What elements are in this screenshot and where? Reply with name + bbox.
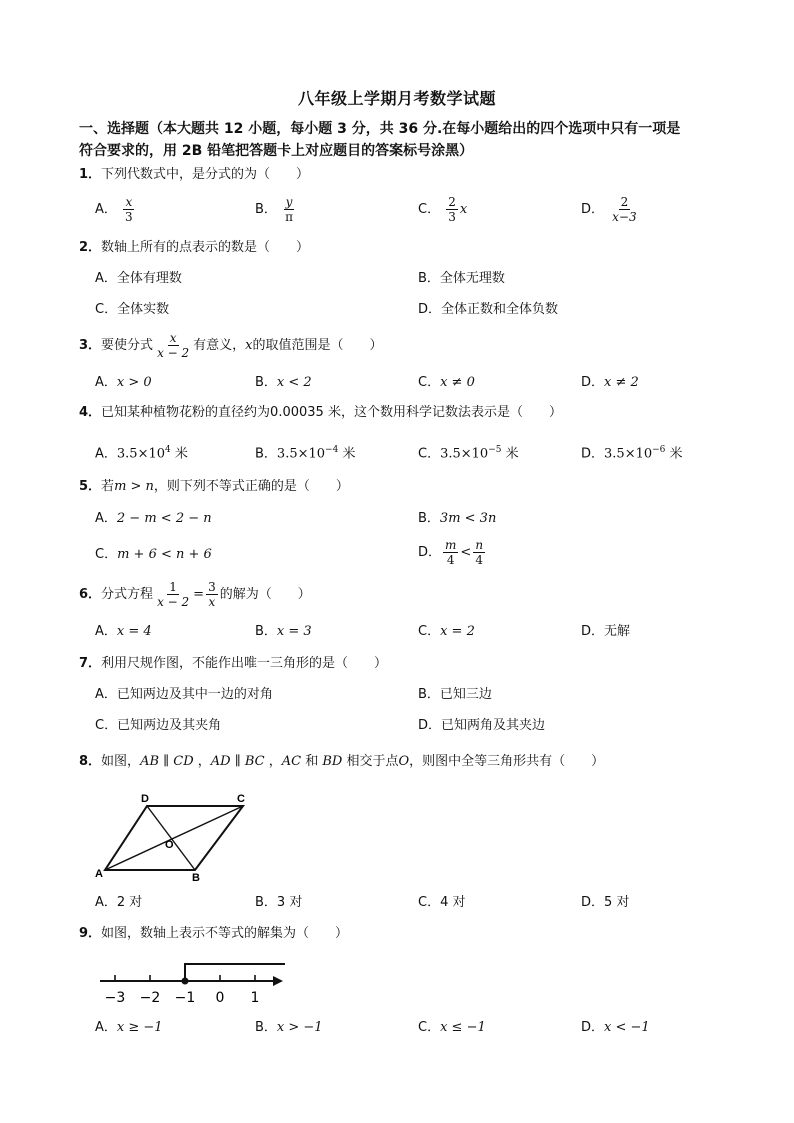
q9-option-c[interactable] <box>418 1019 486 1037</box>
option-label: D． <box>418 545 442 560</box>
q5-option-a[interactable] <box>95 510 212 528</box>
q8-option-c[interactable]: C．4 对 <box>418 895 466 910</box>
question-4 <box>79 404 562 422</box>
exponent: −4 <box>325 445 339 455</box>
tick-label: 0 <box>215 990 225 1006</box>
question-text: 下列代数式中，是分式的为（ ） <box>101 167 310 182</box>
solution-ray <box>185 964 285 981</box>
q5-option-c[interactable] <box>95 546 212 564</box>
q3-option-d[interactable] <box>581 374 639 392</box>
question-number: 3． <box>79 338 102 353</box>
numerator: n <box>475 538 484 552</box>
tick-label: −1 <box>174 990 196 1006</box>
unit: 米 <box>501 446 519 462</box>
exponent: −5 <box>488 445 502 455</box>
q1-option-c[interactable] <box>418 195 467 224</box>
numerator: x <box>125 195 133 209</box>
condition-math: m > n <box>114 479 154 494</box>
section-heading <box>79 118 759 162</box>
unit: 米 <box>170 446 188 462</box>
question-8 <box>79 753 604 771</box>
label-a: A <box>95 868 103 880</box>
numerator: m <box>445 538 457 552</box>
q6-option-d[interactable]: D．无解 <box>581 624 631 639</box>
page-title: 八年级上学期月考数学试题 <box>297 89 496 108</box>
question-text: 的解为（ ） <box>219 587 311 602</box>
option-label: D． <box>581 446 605 462</box>
option-label: B． <box>255 446 277 462</box>
option-label: B． <box>255 375 277 390</box>
question-7 <box>79 655 387 673</box>
question-1 <box>79 166 309 184</box>
question-5 <box>79 478 349 496</box>
option-label: C． <box>418 624 441 639</box>
tick-labels <box>105 990 260 1006</box>
unit: 米 <box>665 446 683 462</box>
option-label: A． <box>95 375 117 390</box>
q4-option-c[interactable] <box>418 441 519 463</box>
q6-option-c[interactable] <box>418 623 475 641</box>
question-text: 数轴上所有的点表示的数是（ ） <box>101 240 310 255</box>
option-label: C． <box>418 1020 441 1035</box>
q3-option-a[interactable] <box>95 374 152 392</box>
q9-option-b[interactable] <box>255 1019 323 1037</box>
section-heading-line-2: 符合要求的，用 2B 铅笔把答题卡上对应题目的答案标号涂黑） <box>79 143 474 159</box>
numerator: 2 <box>620 195 629 209</box>
denominator: 3 <box>448 210 456 224</box>
diagonal-bd <box>147 806 195 870</box>
option-math: 3m < 3n <box>439 511 497 526</box>
option-label: C． <box>95 547 118 562</box>
option-label: A． <box>95 1020 117 1035</box>
option-math: x ≥ −1 <box>116 1020 163 1035</box>
tick-label: 1 <box>250 990 260 1006</box>
option-label: A． <box>95 511 117 526</box>
option-math: x < 2 <box>276 375 312 390</box>
operator: < <box>460 545 472 560</box>
q4-option-b[interactable] <box>255 441 355 463</box>
variable: x <box>245 338 253 353</box>
exponent: −6 <box>652 445 666 455</box>
denominator: 3 <box>125 210 133 224</box>
denominator: x−3 <box>612 210 637 224</box>
operator: = <box>193 587 205 602</box>
question-text: 有意义， <box>193 338 246 353</box>
tick-label: −2 <box>139 990 161 1006</box>
q3-option-b[interactable] <box>255 374 312 392</box>
exponent: 4 <box>165 445 171 455</box>
question-text: 如图， <box>101 754 141 769</box>
option-math: x > 0 <box>116 375 152 390</box>
segment-name: BD <box>322 754 343 769</box>
q4-option-d[interactable] <box>581 441 683 463</box>
denominator: x − 2 <box>157 346 190 360</box>
question-number: 9． <box>79 926 102 941</box>
denominator: x <box>208 595 216 609</box>
option-math: x < −1 <box>604 1020 650 1035</box>
question-text: 分式方程 <box>101 587 154 602</box>
fraction <box>446 195 458 224</box>
q7-option-c[interactable]: C．已知两边及其夹角 <box>95 718 222 733</box>
q2-option-b[interactable]: B．全体无理数 <box>418 271 505 286</box>
question-number: 8． <box>79 754 102 769</box>
question-text: 如图，数轴上表示不等式的解集为（ ） <box>101 926 349 941</box>
option-label: B． <box>255 1020 277 1035</box>
option-label: A． <box>95 202 117 217</box>
fraction <box>155 580 191 609</box>
denominator: π <box>285 210 293 224</box>
question-3 <box>79 331 383 360</box>
option-math: 2 − m < 2 − n <box>116 511 212 526</box>
question-text: ，则图中全等三角形共有（ ） <box>409 754 605 769</box>
q8-option-a[interactable]: A．2 对 <box>95 895 143 910</box>
q7-option-b[interactable]: B．已知三边 <box>418 687 492 702</box>
option-label: C． <box>418 375 441 390</box>
option-math: 3.5×10 <box>276 446 326 462</box>
option-label: B． <box>255 624 277 639</box>
q8-option-d[interactable]: D．5 对 <box>581 895 630 910</box>
q9-option-a[interactable] <box>95 1019 163 1037</box>
q3-option-c[interactable] <box>418 374 475 392</box>
question-6 <box>79 580 311 610</box>
option-label: D． <box>581 1020 605 1035</box>
condition-math: AD ∥ BC <box>210 754 265 769</box>
question-number: 7． <box>79 656 102 671</box>
denominator: 4 <box>446 553 455 567</box>
option-label: A． <box>95 624 117 639</box>
option-label: D． <box>581 202 605 217</box>
question-text: ，则下列不等式正确的是（ ） <box>153 479 349 494</box>
number-line-figure <box>98 955 298 1010</box>
fraction <box>443 538 458 567</box>
option-math: x = 4 <box>116 624 152 639</box>
q5-option-d[interactable] <box>418 538 487 567</box>
segment-name: AC <box>281 754 302 769</box>
label-c: C <box>237 793 245 805</box>
fraction <box>473 538 485 567</box>
option-math: 3.5×10 <box>440 446 489 462</box>
label-d: D <box>141 793 149 805</box>
question-text: 若 <box>101 479 115 494</box>
section-heading-line-1: 一、选择题（本大题共 12 小题，每小题 3 分，共 36 分.在每小题给出的四个选项中只有一项是 <box>79 121 681 137</box>
question-text: 已知某种植物花粉的直径约为0.00035 米，这个数用科学记数法表示是（ ） <box>101 405 562 420</box>
option-math: x ≤ −1 <box>440 1020 486 1035</box>
option-math: x ≠ 2 <box>604 375 639 390</box>
numerator: 3 <box>208 580 216 594</box>
q1-option-b[interactable] <box>255 195 297 224</box>
q9-option-d[interactable] <box>581 1019 650 1037</box>
question-2 <box>79 239 309 257</box>
numerator: 1 <box>169 580 177 594</box>
question-text: 利用尺规作图，不能作出唯一三角形的是（ ） <box>101 656 388 671</box>
option-label: D． <box>581 375 605 390</box>
fraction <box>123 195 135 224</box>
q1-option-a[interactable] <box>95 195 137 224</box>
question-number: 5． <box>79 479 102 494</box>
condition-math: AB ∥ CD <box>140 754 194 769</box>
denominator: x − 2 <box>157 595 190 609</box>
q4-option-a[interactable] <box>95 441 188 463</box>
option-math: 3.5×10 <box>116 446 166 462</box>
tick-label: −3 <box>104 990 126 1006</box>
question-9 <box>79 925 348 943</box>
question-number: 1． <box>79 167 102 182</box>
option-math: 3.5×10 <box>604 446 653 462</box>
question-text: 相交于点 <box>342 754 399 769</box>
question-text: 的取值范围是（ ） <box>252 338 383 353</box>
q2-option-d[interactable]: D．全体正数和全体负数 <box>418 302 559 317</box>
numerator: y <box>285 195 293 209</box>
question-text: 和 <box>301 754 323 769</box>
q6-option-a[interactable] <box>95 623 152 641</box>
option-label: B． <box>255 202 277 217</box>
option-label: B． <box>418 511 440 526</box>
option-label: C． <box>418 446 441 462</box>
option-math: x > −1 <box>276 1020 323 1035</box>
q2-option-a[interactable]: A．全体有理数 <box>95 271 182 286</box>
option-math: x = 2 <box>440 624 475 639</box>
option-math: x = 3 <box>276 624 312 639</box>
fraction <box>206 580 218 609</box>
option-math: m + 6 < n + 6 <box>117 547 212 562</box>
label-o: O <box>165 839 174 851</box>
denominator: 4 <box>475 553 483 567</box>
fraction <box>610 195 638 224</box>
option-math: x ≠ 0 <box>440 375 475 390</box>
question-number: 2． <box>79 240 102 255</box>
question-number: 4． <box>79 405 102 420</box>
q2-option-c[interactable]: C．全体实数 <box>95 302 170 317</box>
q8-option-b[interactable]: B．3 对 <box>255 895 303 910</box>
numerator: x <box>169 331 177 345</box>
label-b: B <box>192 872 200 883</box>
question-number: 6． <box>79 587 102 602</box>
q7-option-d[interactable]: D．已知两角及其夹边 <box>418 718 546 733</box>
option-label: C． <box>418 202 441 217</box>
question-text: ， <box>193 754 211 769</box>
q7-option-a[interactable]: A．已知两边及其中一边的对角 <box>95 687 273 702</box>
q6-option-b[interactable] <box>255 623 312 641</box>
point-name: O <box>398 754 410 769</box>
numerator: 2 <box>448 195 456 209</box>
parallelogram-figure <box>95 788 255 883</box>
fraction <box>283 195 295 224</box>
arrow-right-icon <box>273 976 283 986</box>
variable: x <box>459 202 468 217</box>
question-text: ， <box>264 754 282 769</box>
fraction <box>155 331 191 360</box>
option-label: A． <box>95 446 117 462</box>
q5-option-b[interactable] <box>418 510 496 528</box>
unit: 米 <box>338 446 356 462</box>
question-text: 要使分式 <box>101 338 154 353</box>
q1-option-d[interactable] <box>581 195 641 224</box>
